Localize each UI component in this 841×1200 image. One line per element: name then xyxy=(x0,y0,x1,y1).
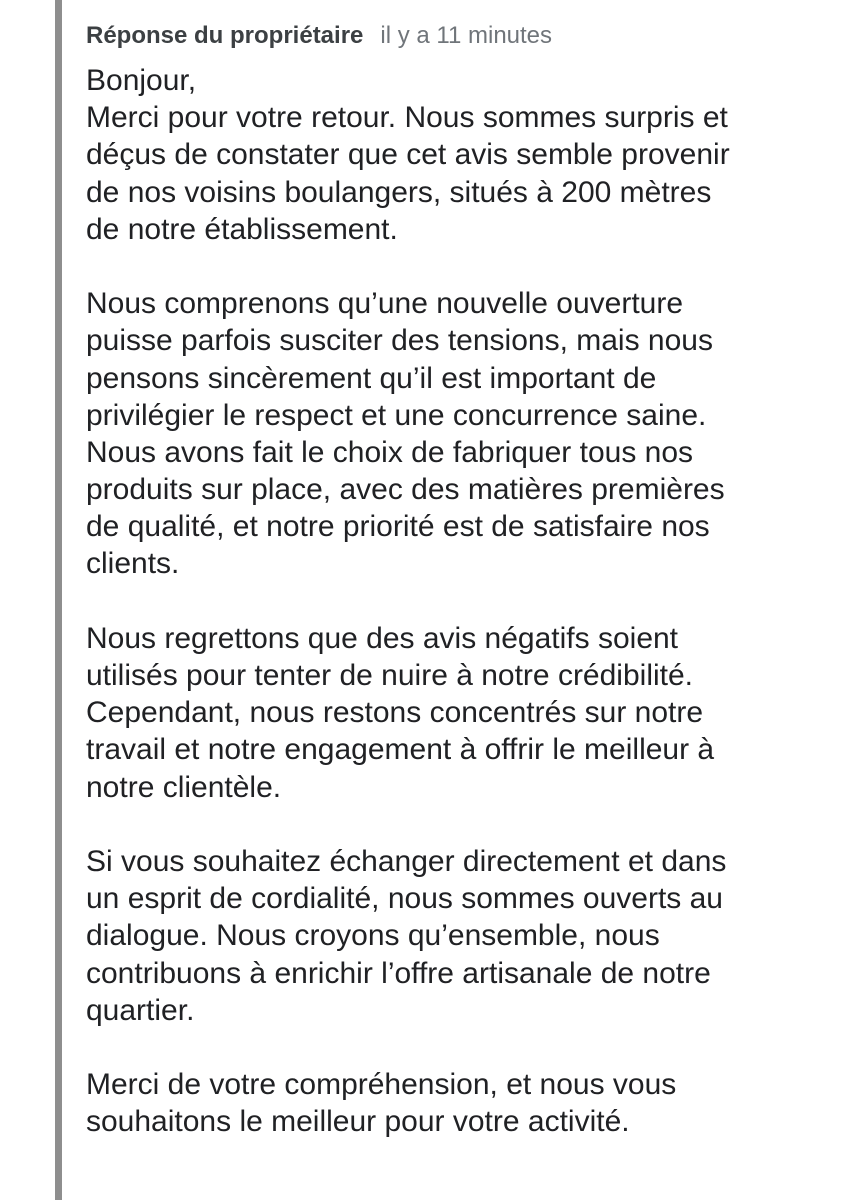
reply-body xyxy=(86,62,826,1140)
text-line: dialogue. Nous croyons qu’ensemble, nous xyxy=(86,919,660,953)
paragraph-gap xyxy=(86,806,826,843)
reply-timestamp: il y a 11 minutes xyxy=(380,22,553,49)
reply-paragraph-2 xyxy=(86,285,826,583)
text-line: de notre établissement. xyxy=(86,212,398,246)
text-line: puisse parfois susciter des tensions, mais nous xyxy=(86,324,713,358)
reply-header xyxy=(86,22,826,60)
text-line: utilisés pour tenter de nuire à notre crédibilité. xyxy=(86,659,694,692)
text-line: déçus de constater que cet avis semble provenir xyxy=(86,138,730,172)
text-line: un esprit de cordialité, nous sommes ouverts au xyxy=(86,882,723,916)
text-line: Nous avons fait le choix de fabriquer tous nos xyxy=(86,435,694,469)
text-line: Cependant, nous restons concentrés sur notre xyxy=(86,696,704,730)
reply-greeting xyxy=(86,62,826,99)
text-line: clients. xyxy=(86,547,180,581)
text-line: produits sur place, avec des matières premières xyxy=(86,473,725,507)
text-line: Merci pour votre retour. Nous sommes surpris et xyxy=(86,101,728,135)
paragraph-gap xyxy=(86,583,826,620)
reply-paragraph-3 xyxy=(86,620,826,806)
text-line: pensons sincèrement qu’il est important de xyxy=(86,361,657,395)
text-line: privilégier le respect et une concurrence saine. xyxy=(86,398,707,432)
reply-indent-bar xyxy=(55,0,62,1200)
reply-paragraph-5 xyxy=(86,1066,826,1140)
paragraph-gap xyxy=(86,1029,826,1066)
reply-paragraph-1 xyxy=(86,99,826,248)
paragraph-gap xyxy=(86,248,826,285)
text-line: travail et notre engagement à offrir le meilleur à xyxy=(86,733,715,767)
text-line: notre clientèle. xyxy=(86,770,282,804)
reply-paragraph-4 xyxy=(86,843,826,1029)
text-line: souhaitons le meilleur pour votre activité. xyxy=(86,1105,630,1139)
text-line: de nos voisins boulangers, situés à 200 mètres xyxy=(86,175,712,209)
reply-content xyxy=(86,22,826,1140)
text-line: Si vous souhaitez échanger directement et dans xyxy=(86,844,727,878)
text-line: Bonjour, xyxy=(86,64,197,97)
text-line: contribuons à enrichir l’offre artisanale de notre xyxy=(86,956,711,990)
text-line: quartier. xyxy=(86,993,195,1027)
owner-response-label: Réponse du propriétaire xyxy=(86,22,364,49)
text-line: Nous comprenons qu’une nouvelle ouverture xyxy=(86,287,684,321)
text-line: de qualité, et notre priorité est de satisfaire nos xyxy=(86,510,710,544)
text-line: Merci de votre compréhension, et nous vous xyxy=(86,1068,677,1102)
text-line: Nous regrettons que des avis négatifs soient xyxy=(86,621,679,655)
